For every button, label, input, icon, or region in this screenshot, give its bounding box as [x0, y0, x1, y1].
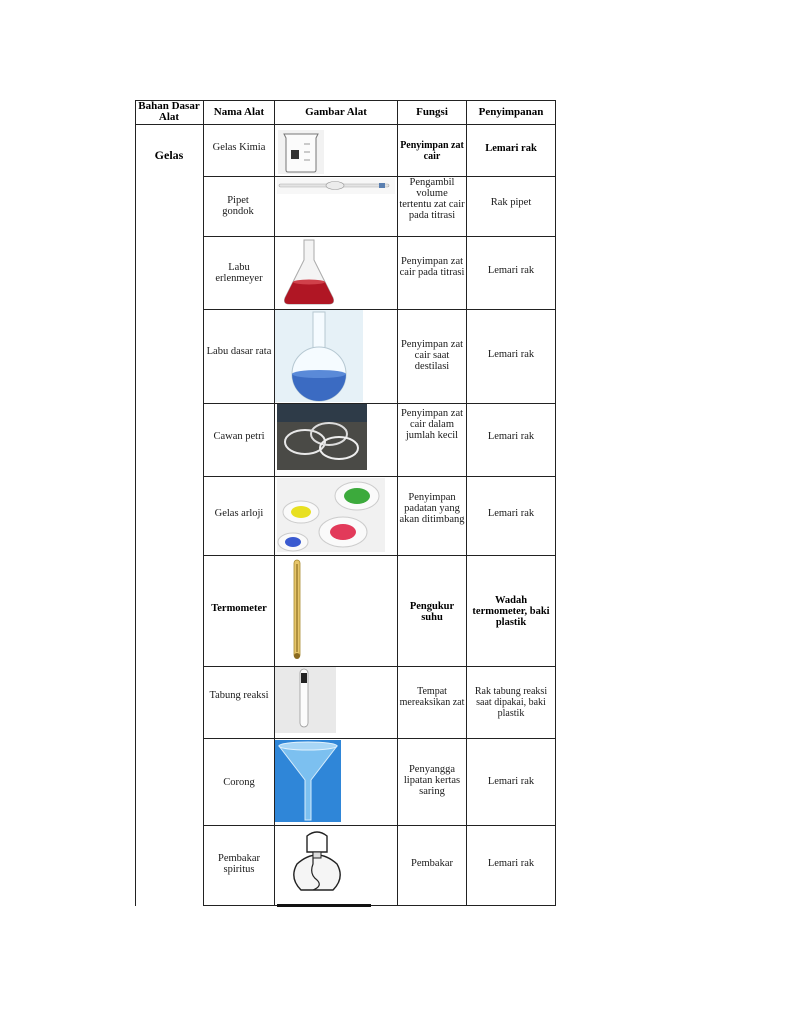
row-1-fungsi: Penyimpan zat cair: [400, 140, 464, 162]
bottom-image-strip: [277, 904, 371, 907]
row-line-2: [203, 236, 556, 237]
header-fungsi: Fungsi: [416, 106, 448, 118]
row-4-fungsi: Penyimpan zat cair saat destilasi: [400, 339, 464, 372]
row-6-fungsi: Penyimpan padatan yang akan ditimbang: [399, 492, 465, 525]
row-9-nama: Corong: [223, 777, 255, 788]
row-line-4: [203, 403, 556, 404]
pipette-image: [277, 178, 395, 194]
row-1-penyimpanan: Lemari rak: [485, 143, 537, 154]
row-line-10: [203, 905, 556, 906]
row-5-penyimpanan: Lemari rak: [487, 431, 535, 442]
header-gambar: Gambar Alat: [305, 106, 367, 118]
row-6-nama: Gelas arloji: [214, 508, 264, 519]
row-4-nama: Labu dasar rata: [206, 346, 272, 357]
row-10-nama: Pembakar spiritus: [218, 853, 260, 875]
test-tube-image: [275, 667, 336, 733]
erlenmeyer-image: [277, 238, 347, 308]
row-8-nama: Tabung reaksi: [209, 690, 269, 701]
beaker-image: [278, 130, 324, 174]
row-5-fungsi: Penyimpan zat cair dalam jumlah kecil: [400, 408, 464, 441]
row-6-penyimpanan: Lemari rak: [487, 508, 535, 519]
row-line-9: [203, 825, 556, 826]
border-left: [135, 100, 136, 906]
thermometer-image: [290, 558, 304, 662]
header-bahan: Bahan Dasar Alat: [138, 100, 200, 123]
row-8-penyimpanan: Rak tabung reaksi saat dipakai, baki plastik: [474, 686, 548, 719]
border-col-1: [203, 100, 204, 906]
equipment-table: [135, 100, 555, 906]
row-9-fungsi: Penyangga lipatan kertas saring: [403, 764, 461, 797]
row-line-5: [203, 476, 556, 477]
row-2-penyimpanan: Rak pipet: [490, 197, 532, 208]
row-1-nama: Gelas Kimia: [212, 142, 266, 153]
watch-glass-image: [277, 478, 385, 552]
header-nama: Nama Alat: [213, 106, 265, 118]
row-3-penyimpanan: Lemari rak: [487, 265, 535, 276]
row-10-fungsi: Pembakar: [411, 858, 453, 869]
row-line-3: [203, 309, 556, 310]
row-7-fungsi: Pengukur suhu: [409, 601, 455, 623]
row-3-fungsi: Penyimpan zat cair pada titrasi: [399, 256, 465, 278]
funnel-image: [275, 740, 341, 822]
bahan-dasar-cell: Gelas: [154, 148, 184, 162]
border-col-3: [397, 100, 398, 906]
row-line-7: [203, 666, 556, 667]
row-10-penyimpanan: Lemari rak: [487, 858, 535, 869]
header-penyimpanan: Penyimpanan: [478, 106, 544, 118]
border-col-4: [466, 100, 467, 906]
header-bottom: [135, 124, 556, 125]
row-7-nama: Termometer: [211, 603, 267, 614]
row-7-penyimpanan: Wadah termometer, baki plastik: [472, 595, 550, 628]
row-line-8: [203, 738, 556, 739]
row-4-penyimpanan: Lemari rak: [487, 349, 535, 360]
flat-bottom-flask-image: [275, 310, 363, 402]
spirit-burner-image: [283, 830, 351, 900]
row-8-fungsi: Tempat mereaksikan zat: [399, 686, 465, 708]
row-2-nama: Pipet gondok: [222, 195, 254, 217]
row-9-penyimpanan: Lemari rak: [487, 776, 535, 787]
row-line-1: [203, 176, 556, 177]
row-3-nama: Labu erlenmeyer: [215, 262, 263, 284]
row-5-nama: Cawan petri: [213, 431, 265, 442]
petri-dish-image: [277, 404, 367, 470]
row-line-6: [203, 555, 556, 556]
border-right: [555, 100, 556, 906]
row-2-fungsi: Pengambil volume tertentu zat cair pada titrasi: [399, 177, 465, 221]
